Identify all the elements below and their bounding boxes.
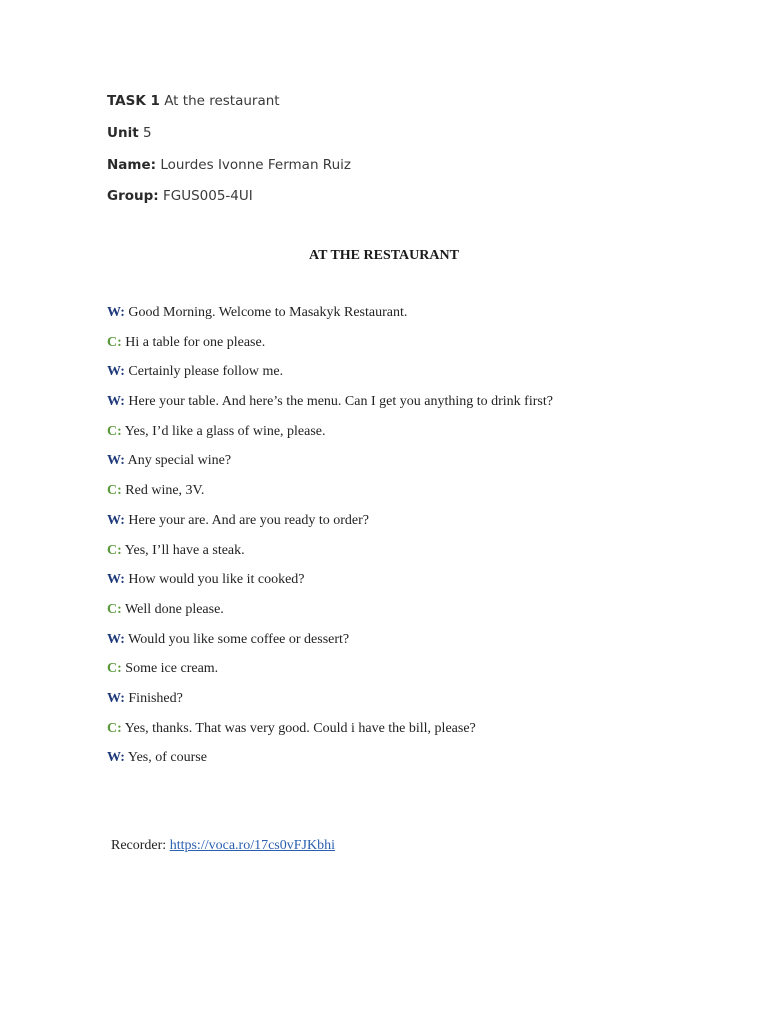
dialogue-text: Would you like some coffee or dessert? [128, 631, 350, 647]
dialogue-text: Well done please. [125, 601, 224, 617]
task-line [107, 92, 280, 110]
dialogue-line [107, 363, 553, 393]
recorder-label: Recorder: [111, 838, 167, 853]
page-title: AT THE RESTAURANT [309, 248, 459, 263]
dialogue-line [107, 631, 553, 661]
speaker-customer: C: [107, 334, 122, 350]
speaker-waiter: W: [107, 750, 125, 766]
dialogue-line [107, 304, 553, 334]
unit-label: Unit [107, 125, 139, 141]
dialogue-text: Any special wine? [127, 453, 232, 469]
task-label: TASK 1 [107, 93, 160, 109]
dialogue-line [107, 334, 553, 364]
name-line [107, 156, 351, 174]
unit-line [107, 124, 152, 142]
speaker-waiter: W: [107, 512, 125, 528]
dialogue-line [107, 393, 553, 423]
unit-value: 5 [142, 125, 152, 141]
dialogue-list [107, 304, 553, 779]
speaker-waiter: W: [107, 453, 125, 469]
dialogue-text: Red wine, 3V. [125, 483, 205, 499]
dialogue-text: Yes, of course [127, 750, 207, 766]
name-value: Lourdes Ivonne Ferman Ruiz [160, 157, 351, 173]
dialogue-text: Some ice cream. [125, 661, 219, 677]
speaker-waiter: W: [107, 394, 125, 410]
task-value: At the restaurant [164, 93, 280, 109]
dialogue-line [107, 512, 553, 542]
speaker-waiter: W: [107, 364, 125, 380]
dialogue-text: Finished? [128, 690, 183, 706]
dialogue-text: Here your table. And here’s the menu. Can I get you anything to drink first? [128, 394, 553, 410]
dialogue-text: Here your are. And are you ready to order? [128, 512, 370, 528]
dialogue-line [107, 571, 553, 601]
dialogue-text: Certainly please follow me. [128, 364, 284, 380]
speaker-customer: C: [107, 601, 122, 617]
dialogue-text: Yes, thanks. That was very good. Could i have the bill, please? [124, 720, 476, 736]
dialogue-text: Hi a table for one please. [125, 334, 266, 350]
dialogue-line [107, 720, 553, 750]
dialogue-line [107, 660, 553, 690]
recorder-link[interactable]: https://voca.ro/17cs0vFJKbhi [169, 838, 335, 853]
dialogue-text: Good Morning. Welcome to Masakyk Restaurant. [128, 305, 408, 320]
speaker-waiter: W: [107, 305, 125, 320]
dialogue-text: Yes, I’ll have a steak. [124, 542, 245, 558]
dialogue-line [107, 423, 553, 453]
speaker-customer: C: [107, 661, 122, 677]
dialogue-text: How would you like it cooked? [128, 572, 305, 588]
group-label: Group: [107, 188, 159, 204]
speaker-customer: C: [107, 542, 122, 558]
speaker-waiter: W: [107, 690, 125, 706]
dialogue-line [107, 690, 553, 720]
group-line [107, 187, 253, 205]
speaker-waiter: W: [107, 631, 125, 647]
speaker-customer: C: [107, 423, 122, 439]
speaker-waiter: W: [107, 572, 125, 588]
dialogue-text: Yes, I’d like a glass of wine, please. [124, 423, 326, 439]
dialogue-line [107, 542, 553, 572]
dialogue-line [107, 601, 553, 631]
group-value: FGUS005-4UI [162, 188, 253, 204]
name-label: Name: [107, 157, 157, 173]
recorder-line [111, 837, 335, 855]
speaker-customer: C: [107, 483, 122, 499]
dialogue-line [107, 749, 553, 779]
dialogue-line [107, 482, 553, 512]
dialogue-line [107, 452, 553, 482]
speaker-customer: C: [107, 720, 122, 736]
